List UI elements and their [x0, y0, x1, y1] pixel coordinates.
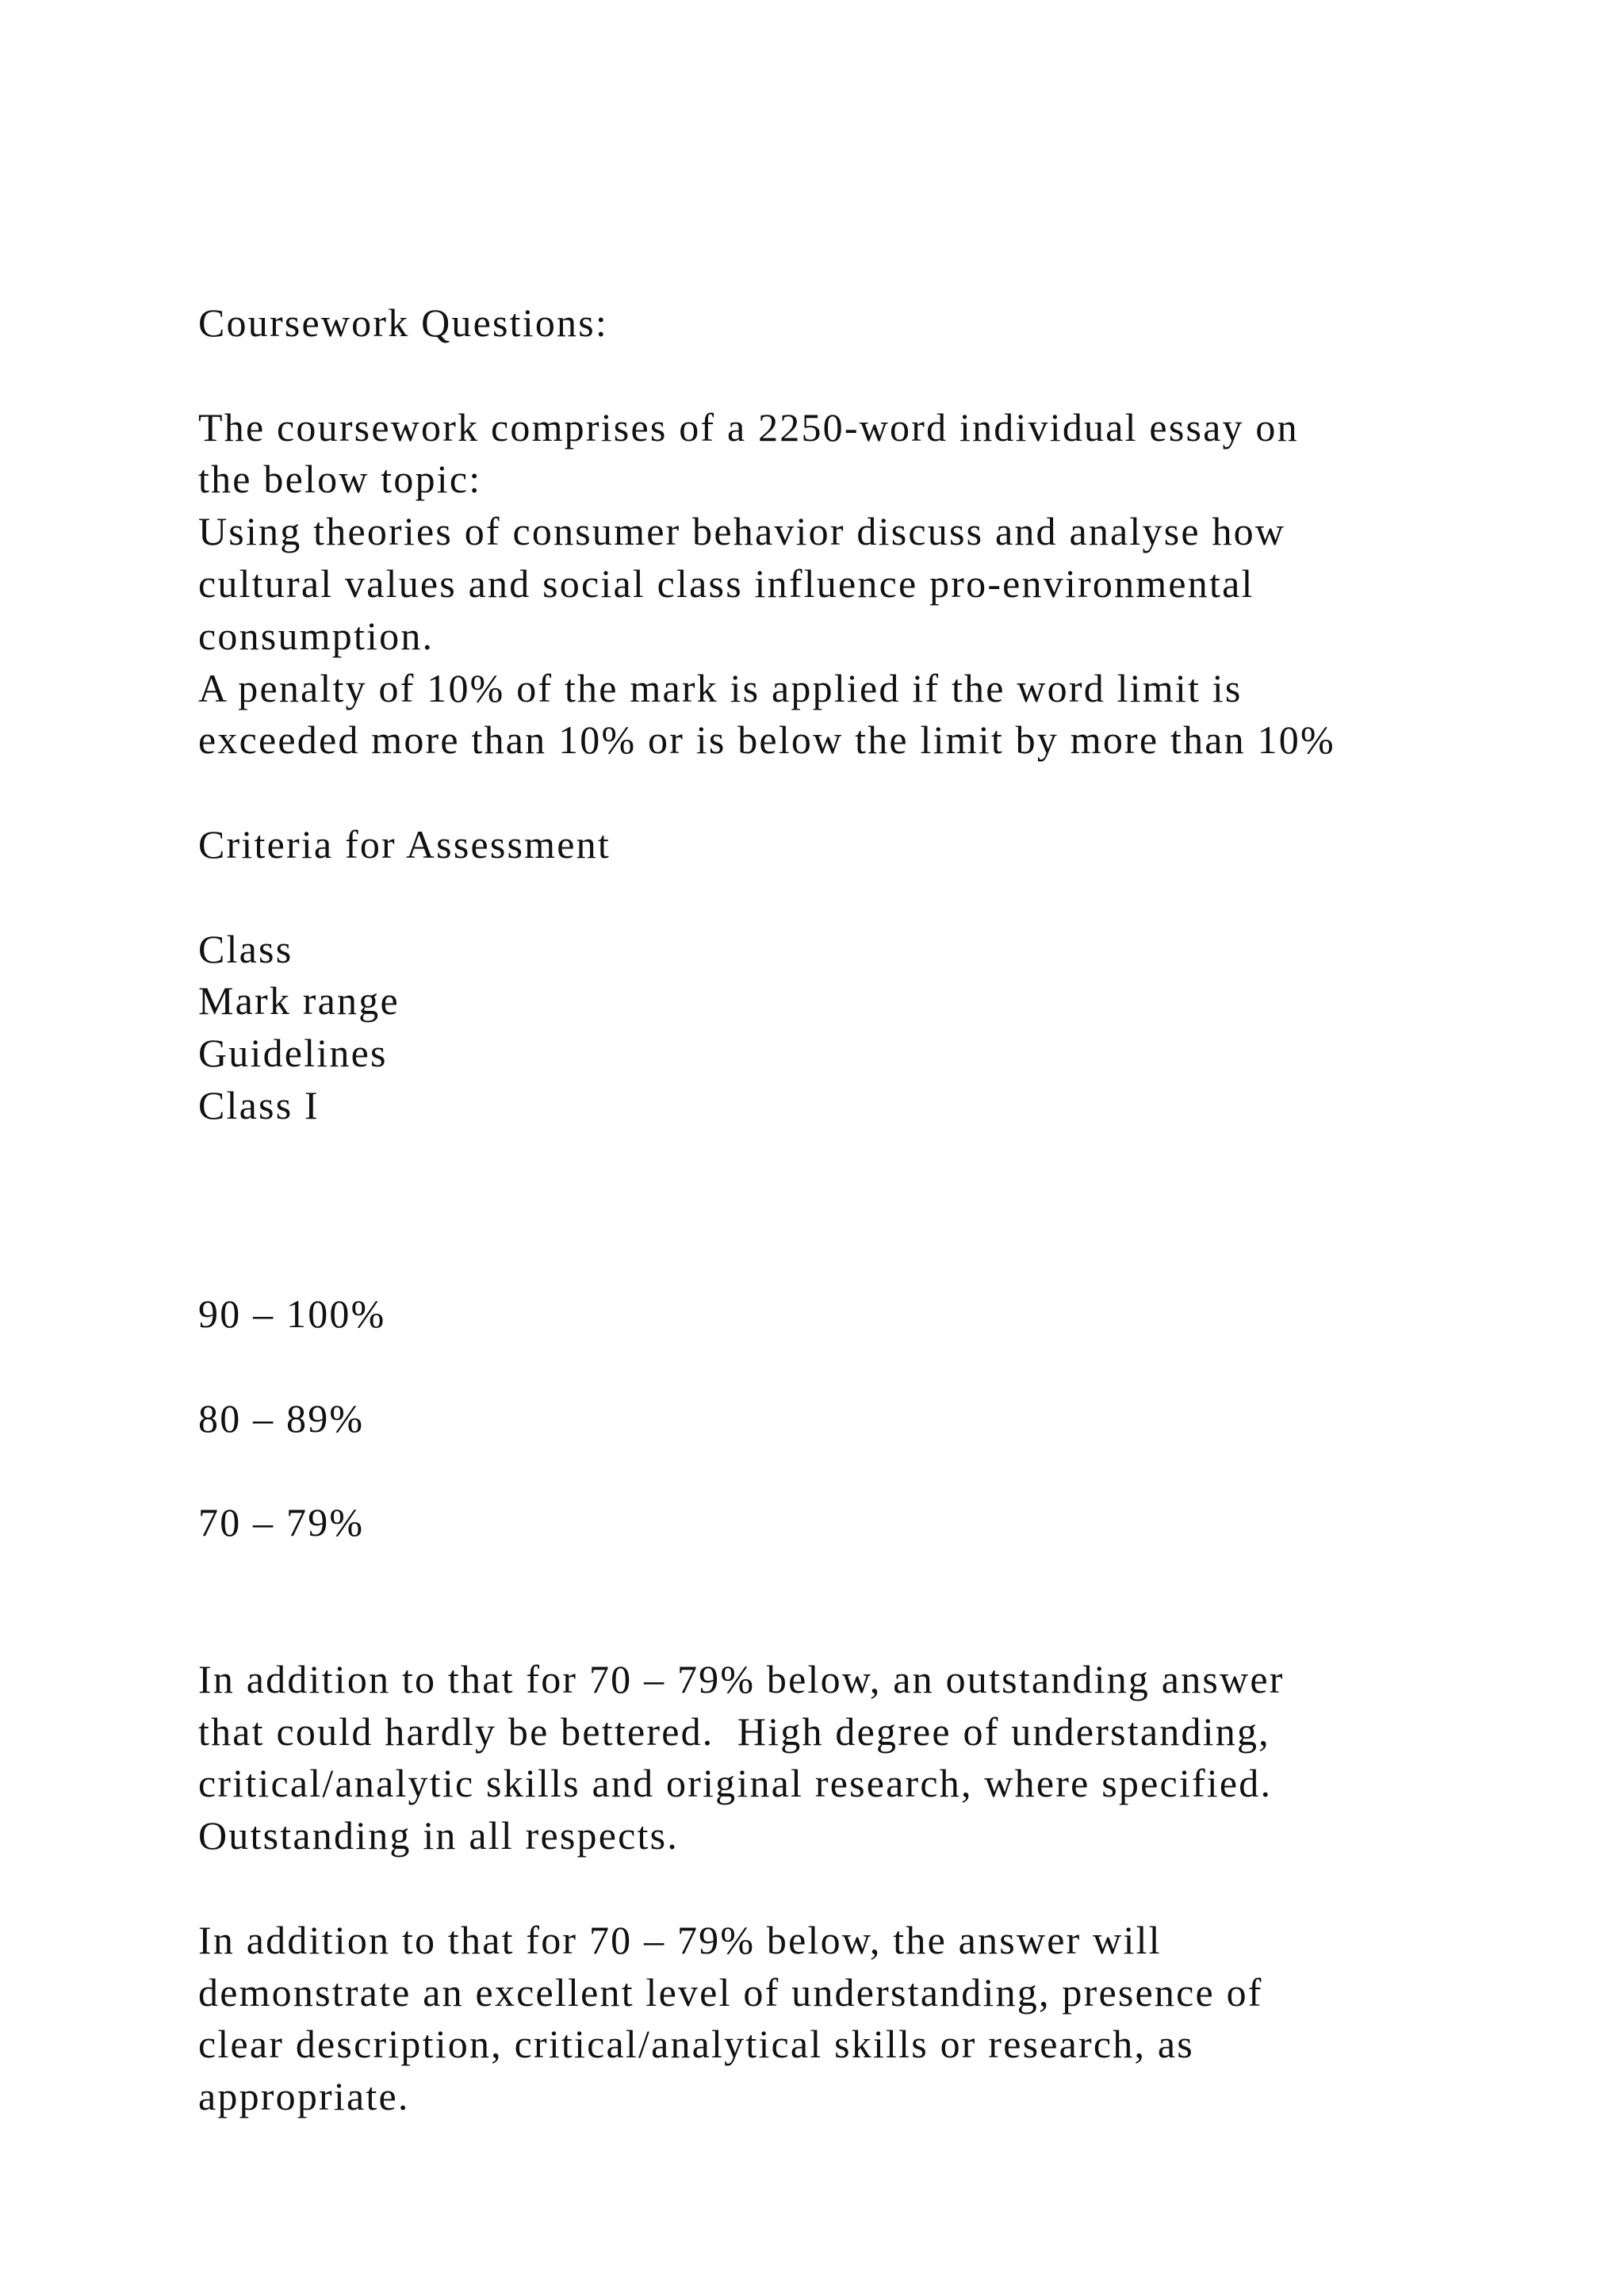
topic-line: Using theories of consumer behavior discuss and analyse how: [198, 509, 1286, 554]
spacer: [198, 1132, 1546, 1184]
spacer: [198, 871, 1546, 924]
spacer: [198, 1862, 1546, 1915]
spacer: [198, 1341, 1546, 1393]
guideline-line: demonstrate an excellent level of understanding, presence of: [198, 1969, 1263, 2015]
penalty-line: A penalty of 10% of the mark is applied if the word limit is: [198, 665, 1243, 710]
spacer: [198, 350, 1546, 402]
intro-line: The coursework comprises of a 2250-word individual essay on: [198, 404, 1299, 450]
spacer: [198, 1236, 1546, 1288]
criteria-heading: Criteria for Assessment: [198, 821, 611, 867]
coursework-heading: Coursework Questions:: [198, 300, 609, 345]
intro-line: the below topic:: [198, 457, 482, 502]
spacer: [198, 1184, 1546, 1237]
class-label: Class I: [198, 1082, 320, 1127]
guideline-line: Outstanding in all respects.: [198, 1813, 679, 1858]
mark-range: 70 – 79%: [198, 1500, 365, 1545]
document-body: [198, 297, 1546, 2123]
spacer: [198, 1549, 1546, 1601]
guideline-line: clear description, critical/analytical skills or research, as: [198, 2022, 1194, 2067]
topic-line: consumption.: [198, 613, 435, 658]
spacer: [198, 1601, 1546, 1654]
penalty-line: exceeded more than 10% or is below the limit by more than 10%: [198, 718, 1335, 763]
guideline-line: In addition to that for 70 – 79% below, the answer will: [198, 1917, 1162, 1962]
spacer: [198, 1445, 1546, 1498]
spacer: [198, 767, 1546, 819]
topic-line: cultural values and social class influence pro-environmental: [198, 561, 1254, 606]
mark-range: 90 – 100%: [198, 1292, 386, 1337]
table-header-guidelines: Guidelines: [198, 1031, 388, 1076]
table-header-mark-range: Mark range: [198, 978, 400, 1024]
mark-range: 80 – 89%: [198, 1395, 365, 1441]
guideline-line: critical/analytic skills and original research, where specified.: [198, 1761, 1273, 1806]
table-header-class: Class: [198, 926, 293, 971]
guideline-line: that could hardly be bettered. High degree of understanding,: [198, 1709, 1270, 1754]
guideline-line: In addition to that for 70 – 79% below, an outstanding answer: [198, 1656, 1285, 1701]
guideline-line: appropriate.: [198, 2074, 410, 2119]
